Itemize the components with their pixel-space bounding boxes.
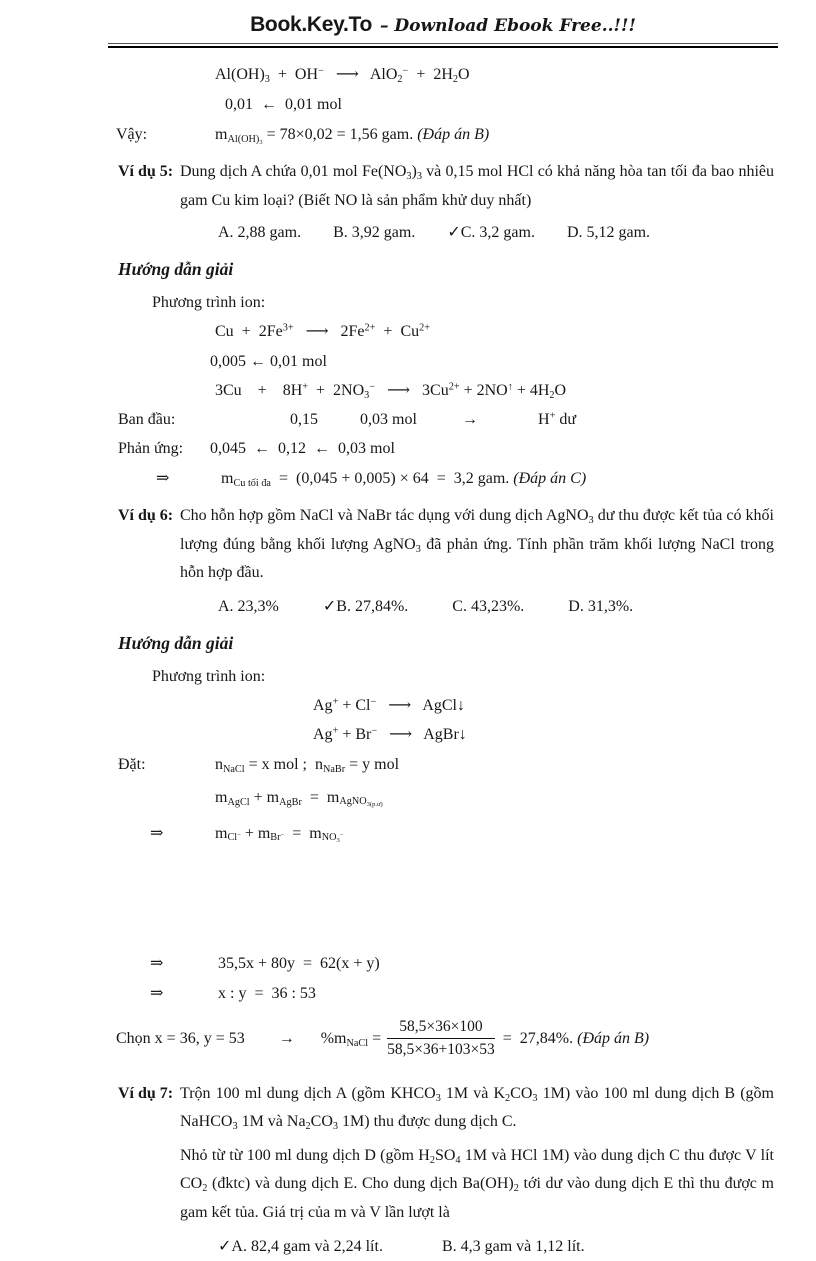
example-text: Cho hỗn hợp gồm NaCl và NaBr tác dụng với dung dịch AgNO$_3$ dư thu được kết tủa có khối lượng đúng bằng khối lượng AgNO$_3$ đã phản ứng. Tính phần trăm khối lượng NaCl trong hỗn hợp đầu. xyxy=(180,507,774,581)
ion-equation: $Cu + 2Fe^{3+}$ ⟶ $2Fe^{2+} + Cu^{2+}$ xyxy=(215,317,778,346)
options-row xyxy=(218,218,778,247)
option-c: C. 43,23%. xyxy=(452,592,524,621)
section-example-7 xyxy=(108,1080,778,1261)
implies-row xyxy=(108,818,778,946)
implies-expression: 35,5x + 80y = 62(x + y) xyxy=(218,949,380,978)
reacted-amounts-row xyxy=(108,434,778,463)
option-a-checked: ✓A. 82,4 gam và 2,24 lít. xyxy=(218,1232,383,1261)
option-d: D. 5,12 gam. xyxy=(567,218,650,247)
example-label: Ví dụ 5: xyxy=(118,158,173,187)
implies-expression: $m_{Cl^-} + m_{Br^-} = m_{NO_3^-}$ xyxy=(215,818,343,850)
fraction-denominator: 58,5×36+103×53 xyxy=(387,1039,495,1061)
initial-amounts-row xyxy=(108,405,778,434)
ion-equation: Ag+ + Cl− ⟶ AgCl↓ xyxy=(313,691,778,720)
ion-equation: Ag+ + Br− ⟶ AgBr↓ xyxy=(313,720,778,749)
equation-line: $Al(OH)_3 + OH^-$ ⟶ $AlO_2^- + 2H_2O$ xyxy=(215,60,778,89)
vay-expression: $m_{Al(OH)_3} = 78\times 0,02 = 1,56$ gam. (Đáp án B) xyxy=(215,120,489,149)
solution-heading: Hướng dẫn giải xyxy=(118,628,778,658)
site-brand: Book.Key.To xyxy=(250,13,372,36)
section-example-6 xyxy=(108,502,778,1066)
option-a: A. 23,3% xyxy=(218,592,279,621)
option-b: B. 3,92 gam. xyxy=(333,218,415,247)
ion-equation: 3Cu + $8H^+ + 2NO_3^-$ ⟶ $3Cu^{2+} + 2NO^↑ + 4H_2O$ xyxy=(215,376,778,405)
example-paragraph xyxy=(180,502,774,588)
option-c-checked: ✓C. 3,2 gam. xyxy=(447,218,535,247)
implies-symbol: ⇒ xyxy=(150,818,163,850)
page-header xyxy=(108,12,778,40)
options-row xyxy=(218,592,778,621)
example-text: Dung dịch A chứa 0,01 mol $Fe(NO_3)_3$ và 0,15 mol HCl có khả năng hòa tan tối đa bao nhiêu gam Cu kim loại? (Biết NO là sản phẩm khử duy nhất) xyxy=(180,163,774,209)
row-label: Ban đầu: xyxy=(118,405,175,434)
implies-symbol: ⇒ xyxy=(156,464,169,493)
conclusion-expression: $m_{Cu tối đa} = (0,045 + 0,005) \times 64 = 3,2$ gam. (Đáp án C) xyxy=(221,464,586,493)
site-tagline: – Download Ebook Free..!!! xyxy=(380,16,636,36)
solution-intro: Phương trình ion: xyxy=(152,662,778,691)
choice-label: Chọn x = 36, y = 53 xyxy=(116,1030,245,1048)
amount-value: 0,15 xyxy=(290,405,318,434)
amount-value: 0,03 mol xyxy=(360,405,417,434)
example-paragraph xyxy=(180,158,774,215)
example-label: Ví dụ 6: xyxy=(118,502,173,531)
assignment-expression: $n_{NaCl} = x$ mol ; $n_{NaBr} = y$ mol xyxy=(215,750,399,779)
example-text: Nhỏ từ từ 100 ml dung dịch D (gồm $H_2SO_4$ 1M và HCl 1M) vào dung dịch C thu được V lít $CO_2$ (đktc) và dung dịch E. Cho dung dịch $Ba(OH)_2$ tới dư vào dung dịch E thì thu được m gam kết tủa. Giá trị của m và V lần lượt là xyxy=(180,1147,774,1221)
solution-heading: Hướng dẫn giải xyxy=(118,254,778,284)
implies-symbol: ⇒ xyxy=(150,979,163,1008)
option-d: D. 31,3%. xyxy=(568,592,633,621)
amounts-expression: 0,045 ← 0,12 ← 0,03 mol xyxy=(210,434,395,463)
section-previous-solution xyxy=(108,60,778,149)
implies-symbol: ⇒ xyxy=(150,949,163,978)
solution-intro: Phương trình ion: xyxy=(152,288,778,317)
implies-row xyxy=(108,979,778,1008)
percent-lhs: $\%m_{NaCl}$ = xyxy=(321,1030,381,1048)
mol-line: 0,005 ← 0,01 mol xyxy=(210,347,778,376)
option-b: B. 4,3 gam và 1,12 lít. xyxy=(442,1232,585,1261)
implies-expression: x : y = 36 : 53 xyxy=(218,979,316,1008)
example-paragraph xyxy=(180,1080,774,1137)
vay-label: Vậy: xyxy=(116,120,147,149)
arrow-right: → xyxy=(279,1030,295,1048)
options-row xyxy=(218,1232,778,1261)
fraction-numerator: 58,5×36×100 xyxy=(387,1016,495,1039)
assignment-row xyxy=(108,750,778,779)
example-text: Trộn 100 ml dung dịch A (gồm $KHCO_3$ 1M và $K_2CO_3$ 1M) vào 100 ml dung dịch B (gồm NaHCO$_3$ 1M và $Na_2CO_3$ 1M) thu được dung dịch C. xyxy=(180,1085,774,1131)
example-paragraph-2 xyxy=(180,1142,774,1228)
excess-note: H+ dư xyxy=(538,405,576,434)
arrow-right: → xyxy=(462,405,478,434)
header-rule xyxy=(108,43,778,48)
mass-equation: $m_{AgCl} + m_{AgBr} = m_{AgNO_{3(p.ư)}}$ xyxy=(215,782,778,814)
mol-line: 0,01 ← 0,01 mol xyxy=(225,90,778,119)
implies-row xyxy=(108,949,778,978)
row-label: Đặt: xyxy=(118,750,146,779)
option-a: A. 2,88 gam. xyxy=(218,218,301,247)
example-label: Ví dụ 7: xyxy=(118,1080,173,1109)
final-answer-row xyxy=(116,1012,778,1066)
fraction xyxy=(387,1016,495,1061)
conclusion-row xyxy=(108,464,778,493)
result-expression: = 27,84%. (Đáp án B) xyxy=(503,1030,649,1048)
option-b-checked: ✓B. 27,84%. xyxy=(323,592,408,621)
row-label: Phản ứng: xyxy=(118,434,183,463)
conclusion-row xyxy=(108,120,778,149)
section-example-5 xyxy=(108,158,778,493)
